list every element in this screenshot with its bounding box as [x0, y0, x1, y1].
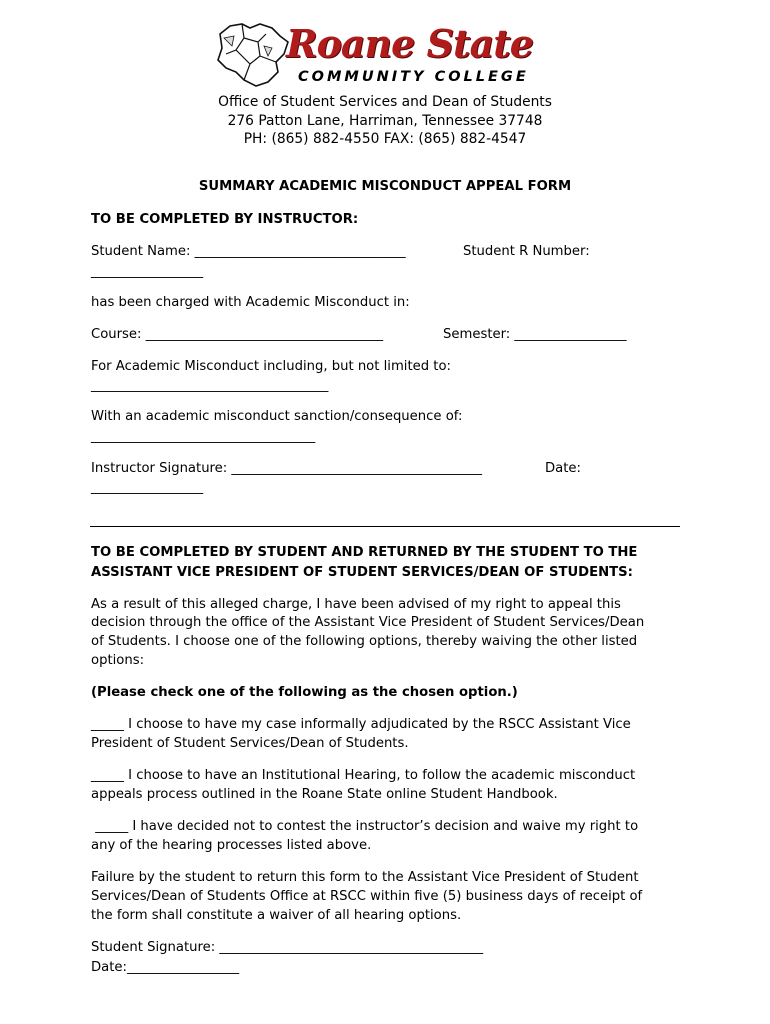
option-waive-line1[interactable]: _____ I have decided not to contest the instructor’s decision and waive my right to — [91, 819, 639, 834]
option-hearing-line2: appeals process outlined in the Roane State online Student Handbook. — [91, 787, 558, 802]
form-title: SUMMARY ACADEMIC MISCONDUCT APPEAL FORM — [198, 179, 572, 194]
roane-state-logo — [214, 20, 534, 92]
county-map-icon — [214, 20, 292, 90]
instructor-heading: TO BE COMPLETED BY INSTRUCTOR: — [91, 212, 359, 227]
instructor-date-field[interactable]: _________________ — [91, 480, 204, 495]
student-heading-line1: TO BE COMPLETED BY STUDENT AND RETURNED BY THE STUDENT TO THE — [91, 545, 638, 560]
option-hearing-line1[interactable]: _____ I choose to have an Institutional Hearing, to follow the academic misconduct — [91, 768, 636, 783]
failure-line3: the form shall constitute a waiver of all hearing options. — [91, 908, 462, 923]
date-label: Date: — [545, 461, 581, 476]
semester-field[interactable]: Semester: _________________ — [443, 327, 627, 342]
student-name-field[interactable]: Student Name: ________________________________ — [91, 244, 406, 259]
sanction-field[interactable]: __________________________________ — [91, 429, 316, 444]
student-date-field[interactable]: Date:_________________ — [91, 960, 240, 975]
instructor-signature-field[interactable]: Instructor Signature: ______________________________________ — [91, 461, 482, 476]
logo-subtitle: COMMUNITY COLLEGE — [298, 69, 529, 85]
student-signature-field[interactable]: Student Signature: ________________________________________ — [91, 940, 484, 955]
misconduct-label: For Academic Misconduct including, but not limited to: — [91, 359, 451, 374]
advised-line2: decision through the office of the Assistant Vice President of Student Services/Dean — [91, 615, 645, 630]
failure-line1: Failure by the student to return this form to the Assistant Vice President of Student — [91, 870, 639, 885]
option-informal-line1[interactable]: _____ I choose to have my case informally adjudicated by the RSCC Assistant Vice — [91, 717, 631, 732]
advised-line1: As a result of this alleged charge, I have been advised of my right to appeal this — [91, 597, 621, 612]
student-r-number-field[interactable]: _________________ — [91, 264, 204, 279]
option-informal-line2: President of Student Services/Dean of Students. — [91, 736, 409, 751]
charged-text: has been charged with Academic Misconduct in: — [91, 295, 410, 310]
failure-line2: Services/Dean of Students Office at RSCC within five (5) business days of receipt of — [91, 889, 643, 904]
section-divider — [90, 526, 680, 527]
check-instruction: (Please check one of the following as the chosen option.) — [91, 685, 518, 700]
office-name: Office of Student Services and Dean of Students — [218, 94, 552, 110]
misconduct-field[interactable]: ____________________________________ — [91, 378, 329, 393]
student-heading-line2: ASSISTANT VICE PRESIDENT OF STUDENT SERVICES/DEAN OF STUDENTS: — [91, 565, 633, 580]
office-address: 276 Patton Lane, Harriman, Tennessee 37748 — [227, 113, 543, 129]
sanction-label: With an academic misconduct sanction/consequence of: — [91, 409, 463, 424]
student-r-number-label: Student R Number: — [463, 244, 590, 259]
logo-title: Roane State — [286, 21, 533, 66]
advised-line4: options: — [91, 653, 145, 668]
office-phone: PH: (865) 882-4550 FAX: (865) 882-4547 — [243, 131, 527, 147]
course-field[interactable]: Course: ____________________________________ — [91, 327, 384, 342]
advised-line3: of Students. I choose one of the following options, thereby waiving the other listed — [91, 634, 638, 649]
option-waive-line2: any of the hearing processes listed above. — [91, 838, 372, 853]
